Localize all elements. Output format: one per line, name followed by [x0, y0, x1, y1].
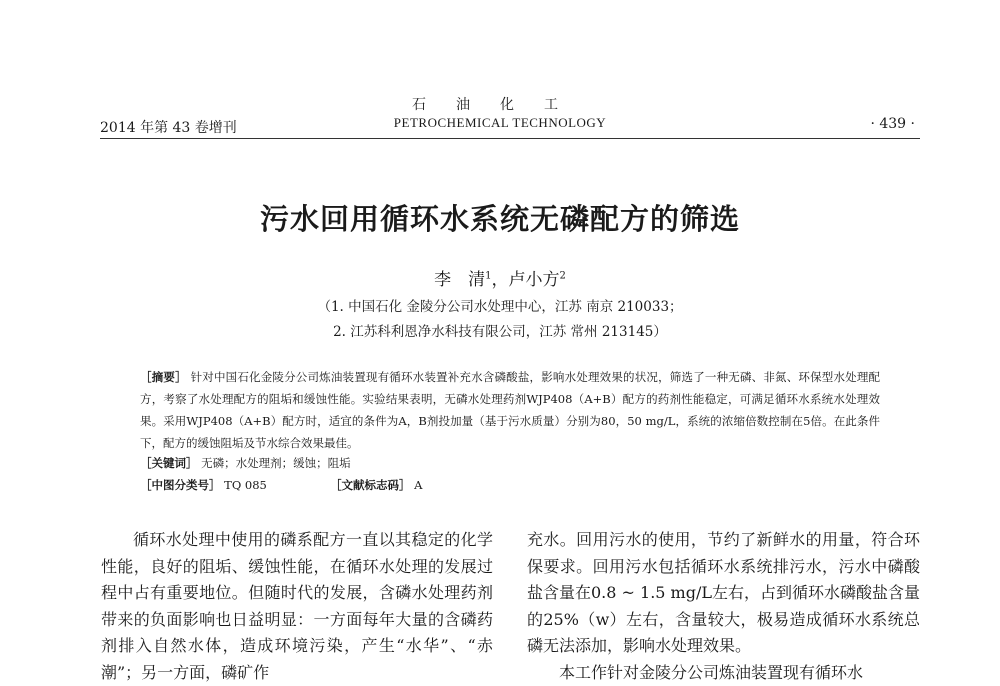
journal-name-en: PETROCHEMICAL TECHNOLOGY — [0, 115, 1000, 131]
document-code-line — [330, 477, 422, 493]
author-2: 卢小方 — [509, 270, 560, 290]
body-paragraph: 本工作针对金陵分公司炼油装置现有循环水 — [527, 660, 920, 686]
author-1: 李 清 — [434, 270, 485, 290]
keywords-line — [140, 455, 351, 471]
keywords-label: ［关键词］ — [140, 456, 198, 470]
abstract-label: ［摘要］ — [140, 370, 187, 384]
body-paragraph: 循环水处理中使用的磷系配方一直以其稳定的化学性能，良好的阻垢、缓蚀性能，在循环水处理的发展过程中占有重要地位。但随时代的发展，含磷水处理药剂带来的负面影响也日益明显：一方面每年大量的含磷药剂排入自然水体，造成环境污染，产生“水华”、“赤潮”；另一方面，磷矿作 — [101, 527, 493, 686]
keywords-text: 无磷；水处理剂；缓蚀；阻垢 — [201, 456, 351, 470]
running-header-issue: 2014 年第 43 卷增刊 — [100, 117, 237, 137]
body-paragraph: 充水。回用污水的使用，节约了新鲜水的用量，符合环保要求。回用污水包括循环水系统排污水，污水中磷酸盐含量在0.8 ~ 1.5 mg/L左右，占到循环水磷酸盐含量的25%（w）左右，含量较大，极易造成循环水系统总磷无法添加，影响水处理效果。 — [527, 527, 920, 660]
author-1-affiliation-mark: 1 — [485, 270, 491, 281]
author-separator: ， — [492, 270, 509, 290]
affiliation-1: （1. 中国石化 金陵分公司水处理中心，江苏 南京 210033； — [0, 295, 1000, 315]
paper-title: 污水回用循环水系统无磷配方的筛选 — [0, 197, 1000, 238]
header-rule — [100, 138, 920, 139]
classification-value: TQ 085 — [224, 478, 267, 492]
abstract-block — [140, 366, 880, 454]
body-column-left — [101, 527, 493, 686]
classification-line — [140, 477, 267, 493]
classification-label: ［中图分类号］ — [140, 478, 221, 492]
page-number: · 439 · — [870, 116, 915, 132]
affiliation-2: 2. 江苏科利恩净水科技有限公司，江苏 常州 213145） — [0, 320, 1000, 340]
abstract-text: 针对中国石化金陵分公司炼油装置现有循环水装置补充水含磷酸盐，影响水处理效果的状况，筛选了一种无磷、非氮、环保型水处理配方，考察了水处理配方的阻垢和缓蚀性能。实验结果表明，无磷水处理药剂WJP408（A+B）配方的药剂性能稳定，可满足循环水系统水处理效果。采用WJP408（A+B）配方时，适宜的条件为A，B剂投加量（基于污水质量）分别为80，50 mg/L，系统的浓缩倍数控制在5倍。在此条件下，配方的缓蚀阻垢及节水综合效果最佳。 — [140, 370, 880, 450]
document-code-value: A — [414, 478, 422, 492]
body-column-right — [527, 527, 920, 686]
document-code-label: ［文献标志码］ — [330, 478, 411, 492]
journal-name-cn: 石油化工 — [0, 94, 1000, 114]
author-line — [0, 265, 1000, 290]
author-2-affiliation-mark: 2 — [560, 270, 566, 281]
